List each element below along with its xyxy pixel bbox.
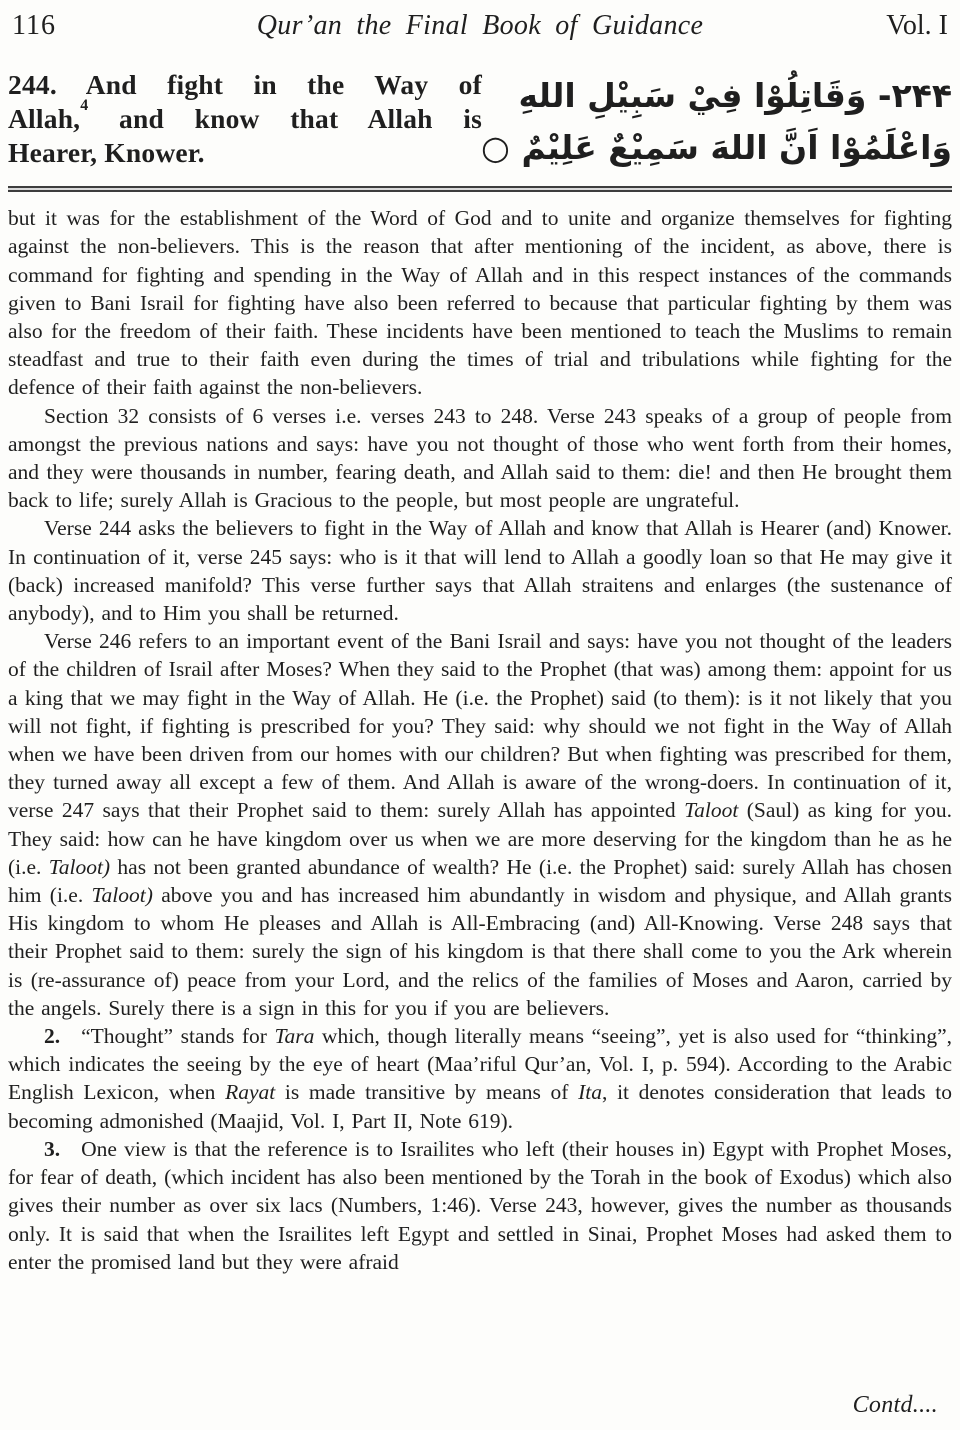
italic-term: Taloot) [91,883,153,908]
italic-term: Ita [578,1080,603,1105]
continuation-note: Contd.... [852,1392,938,1418]
text-run: is made transitive by means of [275,1080,579,1105]
footnote-ref: 4 [80,97,89,115]
commentary-body [8,204,952,1276]
footnote-paragraph [8,1022,952,1135]
verse-arabic-line: ۲۴۴- وَقَاتِلُوْا فِيْ سَبِيْلِ اللهِ [518,76,952,116]
text-run: and know that Allah is [88,103,482,135]
text-run: One view is that the reference is to Israilites who left (their houses in) Egypt with Prophet Moses, for fear of death, (which incident has also been mentioned by the Torah in the book of Exodus) which also gives their number as over six lacs (Numbers, 1:46). Verse 243, however, gives the number as thousands only. It is said that when the Israilites left Egypt and settled in Sinai, Prophet Moses had asked them to enter the promised land but they were afraid [8,1136,952,1274]
text-run: Allah, [8,103,81,135]
verse-arabic-line: وَاعْلَمُوْا اَنَّ اللهَ سَمِيْعٌ عَلِيْمٌ ○ [481,128,952,168]
text-run: “Thought” stands for [81,1024,275,1049]
verse-english-line [8,136,482,170]
paragraph [8,402,952,515]
verse-block [8,68,952,174]
paragraph [8,627,952,1022]
paragraph [8,204,952,401]
volume-label: Vol. I [886,10,948,41]
text-run: (Saul) as king for you. They said: how can he have kingdom over us when we are more deserving for the kingdom than he as he (i.e. [8,798,952,879]
text-run: has not been granted abundance of wealth? He (i.e. the Prophet) said: surely Allah has chosen him (i.e. [8,854,952,908]
text-run: , it denotes consideration that leads to becoming admonished (Maajid, Vol. I, Part II, Note 619). [8,1080,952,1133]
text-run: Verse 244 asks the believers to fight in the Way of Allah and know that Allah is Hearer (and) Knower. In continuation of it, verse 245 says: who is it that will lend to Allah a goodly loan so that He may give it (back) increased manifold? This verse further says that Allah straitens and enlarges (the sustenance of anybody), and to Him you shall be returned. [8,516,952,626]
paragraph [8,514,952,627]
section-divider [8,186,952,192]
page-header [8,10,952,42]
footnote-paragraph [8,1135,952,1276]
text-run: 244. And fight in the Way of [8,69,482,101]
note-number: 2. [44,1024,61,1049]
italic-term: Tara [274,1024,315,1049]
text-run: Verse 246 refers to an important event of the Bani Israil and says: have you not thought of the leaders of the children of Israil after Moses? When they said to the Prophet (that was) among them: appoint for us a king that we may fight in the Way of Allah. He (i.e. the Prophet) said (to them): is it not likely that you will not fight, if fighting is prescribed for you? They said: why should we not fight in the Way of Allah when we have been driven from our homes with our children? But when fighting was prescribed for them, they turned away all except a few of them. And Allah is aware of the wrong-doers. In continuation of it, verse 247 says that their Prophet said to them: surely Allah has appointed [8,629,952,823]
text-run: which, though literally means “seeing”, yet is also used for “thinking”, which indicates the seeing by the eye of heart (Maa’riful Qur’an, Vol. I, p. 594). According to the Arabic English Lexicon, when [8,1024,952,1105]
verse-english-translation [8,68,482,174]
page-number: 116 [12,10,56,41]
note-number: 3. [44,1136,61,1161]
italic-term: Rayat [225,1080,276,1105]
italic-term: Taloot [684,798,739,823]
italic-term: Taloot) [48,854,111,879]
text-run: Section 32 consists of 6 verses i.e. verses 243 to 248. Verse 243 speaks of a group of people from amongst the previous nations and says: have you not thought of those who went forth from their homes, and they were thousands in number, fearing death, and Allah said to them: die! and then He brought them back to life; surely Allah is Gracious to the people, but most people are ungrateful. [8,403,952,513]
text-run: but it was for the establishment of the Word of God and to unite and organize themselves for fighting against the non-believers. This is the reason that after mentioning of the incident, as above, there is command for fighting and spending in the Way of Allah and in this respect instances of the commands given to Bani Israil for fighting have also been referred to because that particular fighting by them was also for the freedom of their faith. These incidents have been mentioned to teach the Muslims to remain steadfast and true to their faith even during the times of trial and tribulations while fighting for the defence of their faith against the non-believers. [8,206,952,400]
text-run: Hearer, Knower. [8,137,205,169]
book-title: Qur’an the Final Book of Guidance [256,10,704,41]
text-run: above you and has increased him abundantly in wisdom and physique, and Allah grants His kingdom to whom He pleases and Allah is All-Embracing (and) All-Knowing. Verse 248 says that their Prophet said to them: surely the sign of his kingdom is that there shall come to you the Ark wherein is (re-assurance of) peace from your Lord, and the relics of the families of Moses and Aaron, carried by the angels. Surely there is a sign in this for you if you are believers. [8,883,953,1020]
verse-arabic-text [481,70,952,174]
verse-english-line [8,97,482,136]
